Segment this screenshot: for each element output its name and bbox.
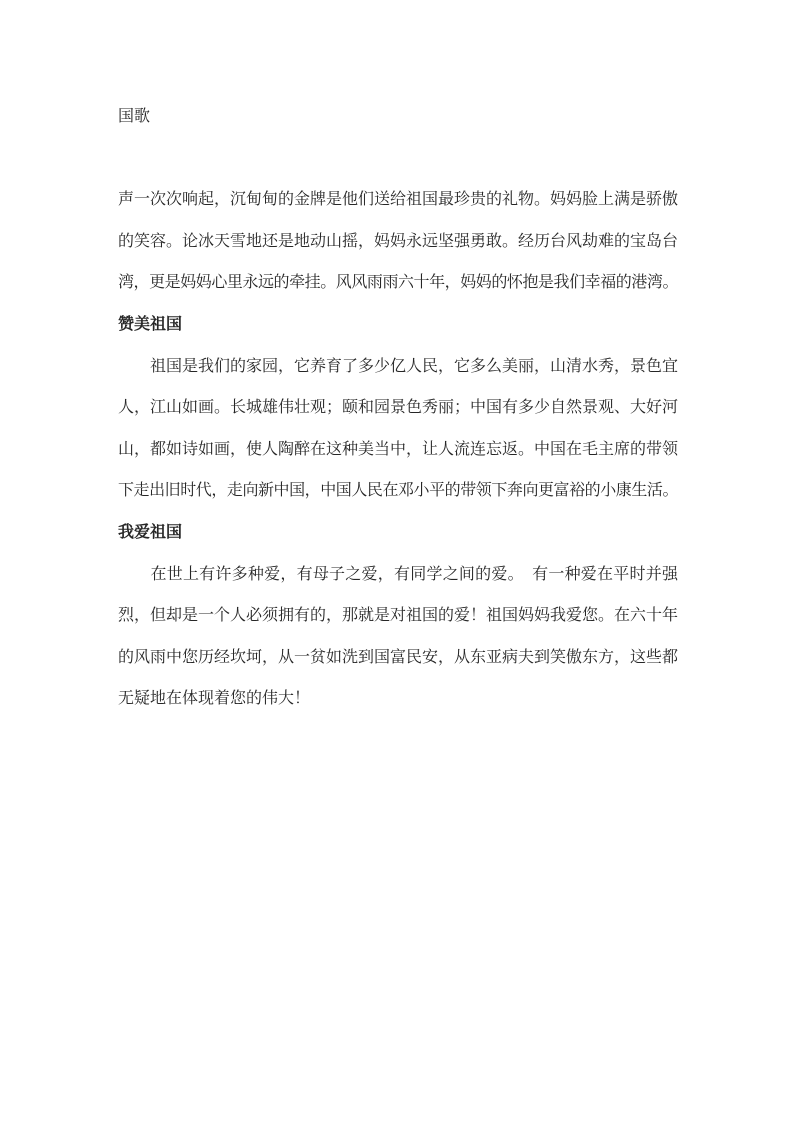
text-line: 山，都如诗如画，使人陶醉在这种美当中，让人流连忘返。中国在毛主席的带领 xyxy=(118,440,678,458)
text-line: 的笑容。论冰天雪地还是地动山摇，妈妈永远坚强勇敢。经历台风劫难的宝岛台 xyxy=(118,232,678,250)
text-line: 湾，更是妈妈心里永远的牵挂。风风雨雨六十年，妈妈的怀抱是我们幸福的港湾。 xyxy=(118,274,678,292)
text-line: 人，江山如画。长城雄伟壮观；颐和园景色秀丽；中国有多少自然景观、大好河 xyxy=(118,399,678,417)
text-line: 的风雨中您历经坎坷，从一贫如洗到国富民安，从东亚病夫到笑傲东方，这些都 xyxy=(118,648,678,666)
text-line: 无疑地在体现着您的伟大！ xyxy=(118,690,311,708)
text-line: 烈，但却是一个人必须拥有的，那就是对祖国的爱！祖国妈妈我爱您。在六十年 xyxy=(118,607,678,625)
paragraph-praise-motherland xyxy=(118,346,678,512)
paragraph-love-motherland xyxy=(118,554,678,720)
section-heading-praise-motherland: 赞美祖国 xyxy=(118,315,183,333)
text-line: 祖国是我们的家园，它养育了多少亿人民，它多么美丽，山清水秀，景色宜 xyxy=(118,357,678,375)
paragraph-anthem xyxy=(118,179,678,304)
text-line: 声一次次响起，沉甸甸的金牌是他们送给祖国最珍贵的礼物。妈妈脸上满是骄傲 xyxy=(118,191,678,209)
text-line: 下走出旧时代，走向新中国，中国人民在邓小平的带领下奔向更富裕的小康生活。 xyxy=(118,482,678,500)
document-content xyxy=(118,96,678,720)
section-heading-love-motherland: 我爱祖国 xyxy=(118,523,183,541)
text-line: 在世上有许多种爱，有母子之爱，有同学之间的爱。 有一种爱在平时并强 xyxy=(118,565,678,583)
blank-line xyxy=(118,138,678,180)
document-title: 国歌 xyxy=(118,108,151,125)
